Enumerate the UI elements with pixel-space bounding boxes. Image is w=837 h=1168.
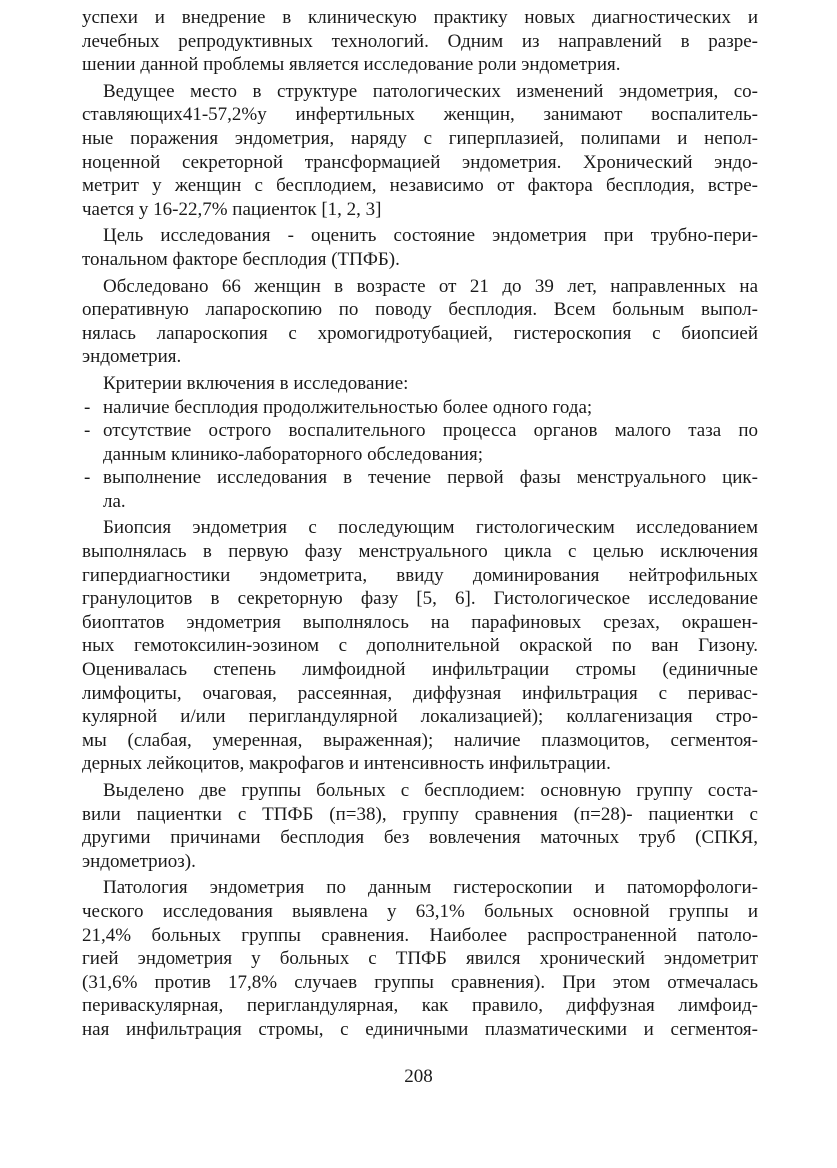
text-line: гранулоцитов в секреторную фазу [5, 6]. Гистологическое исследование: [82, 588, 758, 610]
text-line: нялась лапароскопия с хромогидротубацией, гистероскопия с биопсией: [82, 322, 758, 344]
text-line: лимфоциты, очаговая, рассеянная, диффузная инфильтрация с перивас-: [82, 682, 758, 704]
list-item: [82, 466, 758, 513]
text-line: чается у 16-22,7% пациенток [1, 2, 3]: [82, 198, 382, 220]
text-line: 21,4% больных группы сравнения. Наиболее распространенной патоло-: [82, 924, 758, 946]
text-line: другими причинами бесплодия без вовлечения маточных труб (СПКЯ,: [82, 827, 758, 849]
paragraph: [82, 275, 758, 369]
paragraph: [82, 6, 758, 77]
text-line: (31,6% против 17,8% случаев группы сравнения). При этом отмечалась: [82, 971, 758, 993]
text-line: гипердиагностики эндометрита, ввиду доминирования нейтрофильных: [82, 564, 758, 586]
bullet-marker: -: [84, 420, 91, 442]
text-line: успехи и внедрение в клиническую практику новых диагностических и: [82, 7, 758, 28]
text-line: Цель исследования - оценить состояние эндометрия при трубно-пери-: [103, 225, 758, 247]
paragraph: [82, 516, 758, 776]
text-line: ставляющих41-57,2%у инфертильных женщин, занимают воспалитель-: [82, 104, 758, 126]
text-line: эндометриоз).: [82, 850, 196, 872]
criteria-list: [82, 396, 758, 514]
text-line: мы (слабая, умеренная, выраженная); наличие плазмоцитов, сегментоя-: [82, 729, 758, 751]
text-line: дерных лейкоцитов, макрофагов и интенсивность инфильтрации.: [82, 753, 611, 775]
text-line: ла.: [103, 490, 126, 512]
text-line: тональном факторе бесплодия (ТПФБ).: [82, 248, 400, 270]
text-line: выполнялась в первую фазу менструального цикла с целью исключения: [82, 541, 758, 563]
text-line: метрит у женщин с бесплодием, независимо от фактора бесплодия, встре-: [82, 175, 758, 197]
text-line: выполнение исследования в течение первой фазы менструального цик-: [103, 467, 758, 489]
bullet-marker: -: [84, 467, 91, 489]
text-line: ная инфильтрация стромы, с единичными плазматическими и сегментоя-: [82, 1018, 758, 1040]
paragraph: [82, 80, 758, 222]
text-line: кулярной и/или перигландулярной локализацией); коллагенизация стро-: [82, 706, 758, 728]
paragraph: [82, 224, 758, 271]
text-line: данным клинико-лабораторного обследования;: [103, 443, 484, 465]
text-line: наличие бесплодия продолжительностью более одного года;: [103, 396, 593, 418]
paragraph: [82, 779, 758, 873]
text-body: [82, 6, 758, 1042]
paragraph: [82, 876, 758, 1041]
page-number: 208: [404, 1066, 433, 1087]
text-line: вили пациентки с ТПФБ (п=38), группу сравнения (п=28)- пациентки с: [82, 803, 758, 825]
text-line: ных гемотоксилин-эозином с дополнительной окраской по ван Гизону.: [82, 635, 758, 657]
text-line: гией эндометрия у больных с ТПФБ явился хронический эндометрит: [82, 948, 758, 970]
paragraph: [82, 372, 758, 396]
list-item: [82, 419, 758, 466]
text-line: Ведущее место в структуре патологических изменений эндометрия, со-: [103, 80, 758, 102]
text-line: Обследовано 66 женщин в возрасте от 21 до 39 лет, направленных на: [103, 275, 758, 297]
bullet-marker: -: [84, 396, 91, 418]
text-line: ческого исследования выявлена у 63,1% больных основной группы и: [82, 900, 758, 922]
text-line: Выделено две группы больных с бесплодием: основную группу соста-: [103, 780, 758, 801]
text-line: эндометрия.: [82, 346, 182, 368]
text-line: Критерии включения в исследование:: [103, 372, 409, 394]
text-line: Биопсия эндометрия с последующим гистологическим исследованием: [103, 517, 758, 539]
text-line: Оценивалась степень лимфоидной инфильтрации стромы (единичные: [82, 659, 758, 681]
text-line: Патология эндометрия по данным гистероскопии и патоморфологи-: [103, 877, 758, 899]
text-line: отсутствие острого воспалительного процесса органов малого таза по: [103, 420, 758, 442]
text-line: лечебных репродуктивных технологий. Одним из направлений в разре-: [82, 30, 758, 52]
text-line: оперативную лапароскопию по поводу бесплодия. Всем больным выпол-: [82, 299, 758, 321]
list-item: [82, 396, 758, 420]
document-page: [82, 6, 758, 1042]
text-line: периваскулярная, перигландулярная, как правило, диффузная лимфоид-: [82, 995, 758, 1017]
text-line: биоптатов эндометрия выполнялось на парафиновых срезах, окрашен-: [82, 611, 758, 633]
text-line: шении данной проблемы является исследование роли эндометрия.: [82, 54, 621, 76]
text-line: ные поражения эндометрия, наряду с гиперплазией, полипами и непол-: [82, 127, 758, 149]
text-line: ноценной секреторной трансформацией эндометрия. Хронический эндо-: [82, 151, 758, 173]
